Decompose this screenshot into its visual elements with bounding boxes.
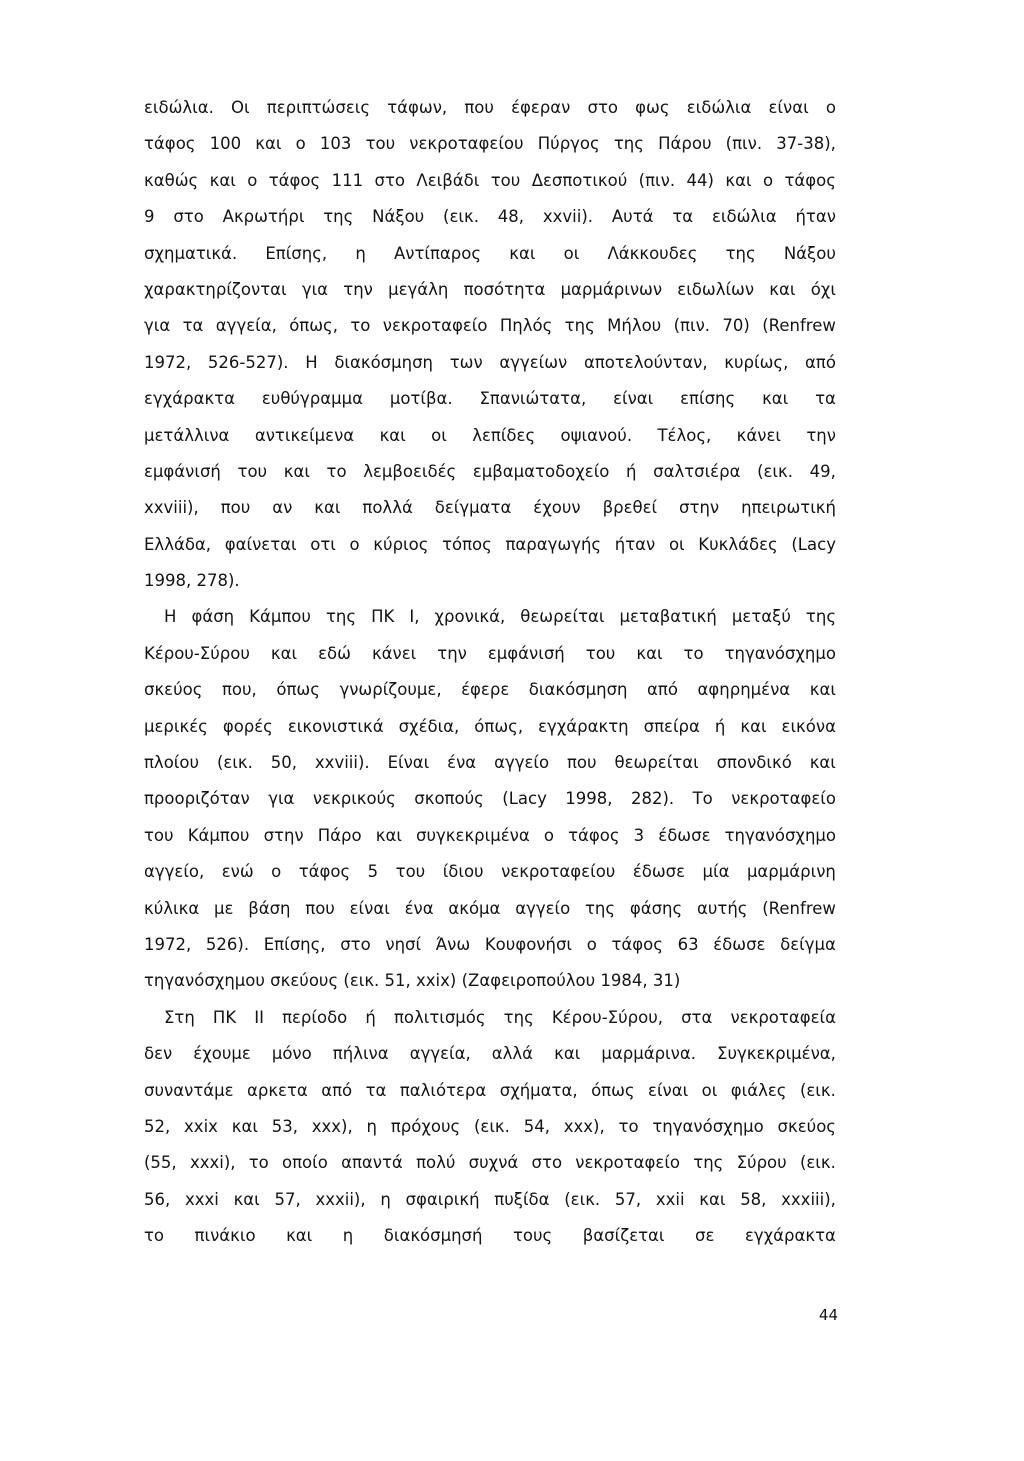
text-line: προοριζόταν για νεκρικούς σκοπούς (Lacy 1998, 282). Το νεκροταφείο xyxy=(144,789,836,809)
text-line: Κέρου-Σύρου και εδώ κάνει την εμφάνισή του και το τηγανόσχημο xyxy=(144,643,836,663)
text-line: του Κάμπου στην Πάρο και συγκεκριμένα ο τάφος 3 έδωσε τηγανόσχημο xyxy=(144,825,836,845)
text-line: 52, xxix και 53, xxx), η πρόχους (εικ. 54, xxx), το τηγανόσχημο σκεύος xyxy=(144,1116,836,1136)
text-line: πλοίου (εικ. 50, xxviii). Είναι ένα αγγείο που θεωρείται σπονδικό και xyxy=(144,753,836,773)
text-line: συναντάμε αρκετα από τα παλιότερα σχήματα, όπως είναι οι φιάλες (εικ. xyxy=(144,1080,836,1100)
text-line: σκεύος που, όπως γνωρίζουμε, έφερε διακόσμηση από αφηρημένα και xyxy=(144,680,836,700)
text-line: 1998, 278). xyxy=(144,571,240,591)
text-line: ειδώλια. Οι περιπτώσεις τάφων, που έφεραν στο φως ειδώλια είναι ο xyxy=(144,98,836,117)
text-line: xxviii), που αν και πολλά δείγματα έχουν βρεθεί στην ηπειρωτική xyxy=(144,498,836,518)
text-line: Στη ΠΚ ΙΙ περίοδο ή πολιτισμός της Κέρου-Σύρου, στα νεκροταφεία xyxy=(164,1007,836,1027)
text-line: χαρακτηρίζονται για την μεγάλη ποσότητα μαρμάρινων ειδωλίων και όχι xyxy=(144,279,836,299)
text-line: καθώς και ο τάφος 111 στο Λειβάδι του Δεσποτικού (πιν. 44) και ο τάφος xyxy=(144,170,836,190)
text-line: 56, xxxi και 57, xxxii), η σφαιρική πυξίδα (εικ. 57, xxii και 58, xxxiii), xyxy=(144,1189,836,1209)
text-line: το πινάκιο και η διακόσμησή τους βασίζεται σε εγχάρακτα xyxy=(144,1226,836,1246)
text-line: 1972, 526-527). Η διακόσμηση των αγγείων αποτελούνταν, κυρίως, από xyxy=(144,352,836,372)
text-line: μερικές φορές εικονιστικά σχέδια, όπως, εγχάρακτη σπείρα ή και εικόνα xyxy=(144,716,836,736)
body-text xyxy=(144,90,836,1255)
text-line: (55, xxxi), το οποίο απαντά πολύ συχνά στο νεκροταφείο της Σύρου (εικ. xyxy=(144,1153,836,1173)
text-line: Η φάση Κάμπου της ΠΚ Ι, χρονικά, θεωρείται μεταβατική μεταξύ της xyxy=(164,607,836,627)
text-line: Ελλάδα, φαίνεται οτι ο κύριος τόπος παραγωγής ήταν οι Κυκλάδες (Lacy xyxy=(144,534,836,554)
text-line: 9 στο Ακρωτήρι της Νάξου (εικ. 48, xxvii). Αυτά τα ειδώλια ήταν xyxy=(144,207,836,227)
text-line: εγχάρακτα ευθύγραμμα μοτίβα. Σπανιώτατα, είναι επίσης και τα xyxy=(144,389,836,409)
text-line: τάφος 100 και ο 103 του νεκροταφείου Πύργος της Πάρου (πιν. 37-38), xyxy=(144,134,836,154)
text-line: σχηματικά. Επίσης, η Αντίπαρος και οι Λάκκουδες της Νάξου xyxy=(144,243,836,263)
text-line: τηγανόσχημου σκεύους (εικ. 51, xxix) (Ζαφειροπούλου 1984, 31) xyxy=(144,971,681,991)
page-number: 44 xyxy=(818,1306,838,1324)
text-line: αγγείο, ενώ ο τάφος 5 του ίδιου νεκροταφείου έδωσε μία μαρμάρινη xyxy=(144,862,836,882)
text-line: δεν έχουμε μόνο πήλινα αγγεία, αλλά και μαρμάρινα. Συγκεκριμένα, xyxy=(144,1044,836,1064)
text-line: για τα αγγεία, όπως, το νεκροταφείο Πηλός της Μήλου (πιν. 70) (Renfrew xyxy=(144,316,836,336)
text-line: κύλικα με βάση που είναι ένα ακόμα αγγείο της φάσης αυτής (Renfrew xyxy=(144,898,836,918)
text-line: εμφάνισή του και το λεμβοειδές εμβαματοδοχείο ή σαλτσιέρα (εικ. 49, xyxy=(144,461,836,481)
text-line: 1972, 526). Επίσης, στο νησί Άνω Κουφονήσι ο τάφος 63 έδωσε δείγμα xyxy=(144,934,836,954)
text-line: μετάλλινα αντικείμενα και οι λεπίδες οψιανού. Τέλος, κάνει την xyxy=(144,425,836,445)
